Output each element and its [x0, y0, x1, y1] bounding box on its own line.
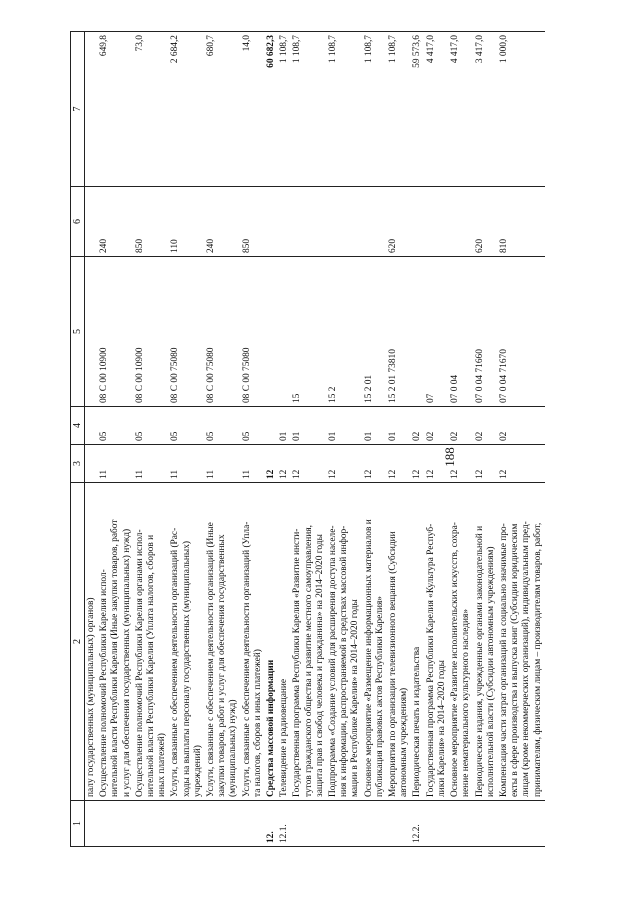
row-description	[278, 483, 291, 801]
row-amount: 1 108,7	[278, 32, 291, 187]
row-description	[411, 483, 424, 801]
row-section-code: 12	[449, 445, 473, 483]
table-row	[265, 32, 278, 847]
description-line: защита прав и свобод человека и гражданина» на 2014–2020 годы	[314, 534, 325, 797]
row-section-code: 12	[498, 445, 545, 483]
table-row	[411, 32, 424, 847]
row-section-code: 12	[291, 445, 327, 483]
description-line: иных платежей)	[157, 733, 168, 797]
row-expense-type	[411, 187, 424, 257]
row-section-number	[85, 801, 99, 847]
row-section-code: 12	[474, 445, 498, 483]
row-amount: 1 000,0	[498, 32, 545, 187]
table-row	[241, 32, 265, 847]
description-line: Периодические издания, учрежденные органами законодательной и	[474, 525, 485, 797]
description-line: закупки товаров, работ и услуг для обеспечения государственных	[217, 534, 228, 797]
table-row	[425, 32, 449, 847]
column-header: 4	[71, 407, 85, 445]
row-amount: 3 417,0	[474, 32, 498, 187]
row-description	[205, 483, 241, 801]
column-header: 6	[71, 187, 85, 257]
description-line: мации в Республике Карелия» на 2014–2020 годы	[350, 599, 361, 797]
row-section-code: 12	[265, 445, 278, 483]
row-target-article: 15	[291, 257, 327, 407]
row-section-number	[387, 801, 411, 847]
description-line: екты в сфере производства и выпуска книг (Субсидии юридическим	[510, 523, 521, 797]
row-expense-type: 240	[98, 187, 134, 257]
row-description	[498, 483, 545, 801]
row-expense-type: 810	[498, 187, 545, 257]
description-line: учреждений)	[192, 745, 203, 797]
row-section-code: 11	[134, 445, 170, 483]
row-expense-type: 240	[205, 187, 241, 257]
row-subsection-code: 02	[411, 407, 424, 445]
row-expense-type	[278, 187, 291, 257]
row-description	[85, 483, 99, 801]
row-target-article: 15 2 01	[363, 257, 387, 407]
row-description	[449, 483, 473, 801]
row-section-number	[134, 801, 170, 847]
row-section-number	[291, 801, 327, 847]
column-header: 2	[71, 483, 85, 801]
row-amount: 2 684,2	[169, 32, 205, 187]
description-line: и услуг для обеспечения государственных (муниципальных) нужд)	[121, 528, 132, 797]
row-description	[363, 483, 387, 801]
row-section-code: 11	[241, 445, 265, 483]
row-target-article	[278, 257, 291, 407]
row-subsection-code	[265, 407, 278, 445]
description-line: исполнительной власти (Субсидии автономным учреждениям)	[485, 546, 496, 797]
description-line: Государственная программа Республики Карелия «Культура Респуб-	[425, 523, 436, 797]
row-subsection-code: 01	[291, 407, 327, 445]
row-section-number	[205, 801, 241, 847]
table-row	[291, 32, 327, 847]
description-line: нительной власти Республики Карелия (Иные закупки товаров, работ	[110, 519, 121, 797]
description-line: публикация правовых актов Республики Карелия»	[374, 596, 385, 797]
description-line: Осуществление полномочий Республики Карелия испол-	[99, 569, 110, 797]
row-section-number	[327, 801, 363, 847]
page-number: 188	[442, 447, 457, 467]
row-description	[291, 483, 327, 801]
row-section-code: 11	[169, 445, 205, 483]
row-target-article	[265, 257, 278, 407]
row-description	[387, 483, 411, 801]
row-subsection-code: 02	[498, 407, 545, 445]
row-section-code	[85, 445, 99, 483]
description-line: Осуществление полномочий Республики Карелия органами испол-	[134, 529, 145, 797]
table-row	[449, 32, 473, 847]
row-description	[98, 483, 134, 801]
row-subsection-code: 05	[241, 407, 265, 445]
description-line: Мероприятия по организации телевизионного вещания (Субсидии	[388, 531, 399, 797]
row-subsection-code: 05	[134, 407, 170, 445]
column-header: 1	[71, 801, 85, 847]
row-target-article: 07 0 04 71670	[498, 257, 545, 407]
table-row	[474, 32, 498, 847]
row-amount: 59 573,6	[411, 32, 424, 187]
row-section-number: 12.	[265, 801, 278, 847]
row-subsection-code: 05	[169, 407, 205, 445]
description-line: лицам (кроме некоммерческих организаций), индивидуальным пред-	[521, 521, 532, 797]
row-expense-type	[363, 187, 387, 257]
row-target-article: 07	[425, 257, 449, 407]
row-target-article: 08 С 00 75080	[205, 257, 241, 407]
description-line: Услуги, связанные с обеспечением деятельности организаций (Иные	[206, 522, 217, 797]
row-expense-type	[85, 187, 99, 257]
row-section-code: 11	[205, 445, 241, 483]
description-line: Компенсация части затрат организаций на социально значимые про-	[498, 523, 509, 797]
row-expense-type	[449, 187, 473, 257]
row-target-article	[411, 257, 424, 407]
column-header: 7	[71, 32, 85, 187]
row-section-number	[241, 801, 265, 847]
row-expense-type	[291, 187, 327, 257]
table-row	[327, 32, 363, 847]
rotated-page	[70, 32, 615, 847]
description-line: (муниципальных) нужд)	[228, 699, 239, 797]
description-line: тутов гражданского общества и развитие местного самоуправления,	[303, 525, 314, 797]
table-row	[387, 32, 411, 847]
description-line: Подпрограмма «Создание условий для расширения доступа населе-	[328, 525, 339, 797]
description-line: Услуги, связанные с обеспечением деятельности организаций (Рас-	[170, 527, 181, 797]
row-target-article: 15 2 01 73810	[387, 257, 411, 407]
row-expense-type: 850	[241, 187, 265, 257]
row-section-code: 12	[363, 445, 387, 483]
row-expense-type	[327, 187, 363, 257]
row-amount: 4 417,0	[449, 32, 473, 187]
description-line: Периодическая печать и издательства	[412, 646, 423, 797]
row-section-code: 12	[425, 445, 449, 483]
row-description	[241, 483, 265, 801]
row-target-article: 08 С 00 10900	[98, 257, 134, 407]
row-section-number	[98, 801, 134, 847]
header-row	[71, 32, 85, 847]
row-description	[169, 483, 205, 801]
row-amount: 73,0	[134, 32, 170, 187]
row-amount: 1 108,7	[327, 32, 363, 187]
row-target-article: 08 С 00 75080	[169, 257, 205, 407]
row-section-code: 12	[387, 445, 411, 483]
row-subsection-code: 01	[327, 407, 363, 445]
row-target-article: 07 0 04 71660	[474, 257, 498, 407]
row-description	[134, 483, 170, 801]
row-target-article: 15 2	[327, 257, 363, 407]
row-section-code: 11	[98, 445, 134, 483]
row-section-number: 12.1.	[278, 801, 291, 847]
row-target-article: 08 С 00 10900	[134, 257, 170, 407]
row-section-code: 12	[327, 445, 363, 483]
table-row	[98, 32, 134, 847]
row-target-article: 07 0 04	[449, 257, 473, 407]
row-subsection-code: 02	[474, 407, 498, 445]
row-section-number	[363, 801, 387, 847]
description-line: Средства массовой информации	[266, 659, 277, 797]
row-expense-type: 850	[134, 187, 170, 257]
row-section-code: 12	[411, 445, 424, 483]
row-subsection-code: 01	[387, 407, 411, 445]
row-subsection-code: 02	[425, 407, 449, 445]
row-description	[327, 483, 363, 801]
row-target-article	[85, 257, 99, 407]
row-amount: 680,7	[205, 32, 241, 187]
description-line: Телевидение и радиовещание	[279, 678, 290, 797]
row-amount	[85, 32, 99, 187]
row-subsection-code: 02	[449, 407, 473, 445]
row-expense-type	[265, 187, 278, 257]
description-line: Основное мероприятие «Размещение информационных материалов и	[363, 519, 374, 797]
description-line: нение нематериального культурного наследия»	[461, 608, 472, 797]
description-line: Основное мероприятие «Развитие исполнительских искусств, сохра-	[450, 522, 461, 797]
row-subsection-code: 01	[278, 407, 291, 445]
description-line: ходы на выплаты персоналу государственных (муниципальных)	[181, 540, 192, 797]
row-expense-type: 620	[387, 187, 411, 257]
row-amount: 14,0	[241, 32, 265, 187]
row-description	[425, 483, 449, 801]
description-line: нительной власти Республики Карелия (Уплата налогов, сборов и	[146, 534, 157, 797]
row-amount: 4 417,0	[425, 32, 449, 187]
row-description	[474, 483, 498, 801]
row-subsection-code: 05	[98, 407, 134, 445]
row-amount: 1 108,7	[291, 32, 327, 187]
row-expense-type	[425, 187, 449, 257]
description-line: ния к информации, распространяемой в средствах массовой инфор-	[339, 525, 350, 797]
table-row	[85, 32, 99, 847]
row-section-number: 12.2.	[411, 801, 424, 847]
row-section-code: 12	[278, 445, 291, 483]
description-line: та налогов, сборов и иных платежей)	[252, 649, 263, 797]
table-row	[498, 32, 545, 847]
table-body	[85, 32, 545, 847]
column-header: 3	[71, 445, 85, 483]
description-line: автономным учреждениям)	[399, 687, 410, 797]
row-amount: 60 682,3	[265, 32, 278, 187]
row-section-number	[498, 801, 545, 847]
description-line: лики Карелия» на 2014–2020 годы	[436, 660, 447, 797]
column-header: 5	[71, 257, 85, 407]
row-section-number	[169, 801, 205, 847]
row-subsection-code: 05	[205, 407, 241, 445]
description-line: принимателям, физическим лицам – производителям товаров, работ,	[532, 522, 543, 797]
row-description	[265, 483, 278, 801]
row-amount: 1 108,7	[363, 32, 387, 187]
row-section-number	[425, 801, 449, 847]
row-expense-type: 110	[169, 187, 205, 257]
budget-table	[70, 31, 545, 847]
row-section-number	[474, 801, 498, 847]
row-subsection-code	[85, 407, 99, 445]
row-subsection-code: 01	[363, 407, 387, 445]
row-amount: 649,8	[98, 32, 134, 187]
description-line: палу государственных (муниципальных) органов)	[86, 597, 96, 797]
table-row	[363, 32, 387, 847]
table-row	[134, 32, 170, 847]
table-row	[169, 32, 205, 847]
row-target-article: 08 С 00 75080	[241, 257, 265, 407]
description-line: Услуги, связанные с обеспечением деятельности организаций (Упла-	[241, 521, 252, 797]
description-line: Государственная программа Республики Карелия «Развитие инсти-	[292, 528, 303, 797]
row-amount: 1 108,7	[387, 32, 411, 187]
table-row	[205, 32, 241, 847]
row-section-number	[449, 801, 473, 847]
table-row	[278, 32, 291, 847]
row-expense-type: 620	[474, 187, 498, 257]
